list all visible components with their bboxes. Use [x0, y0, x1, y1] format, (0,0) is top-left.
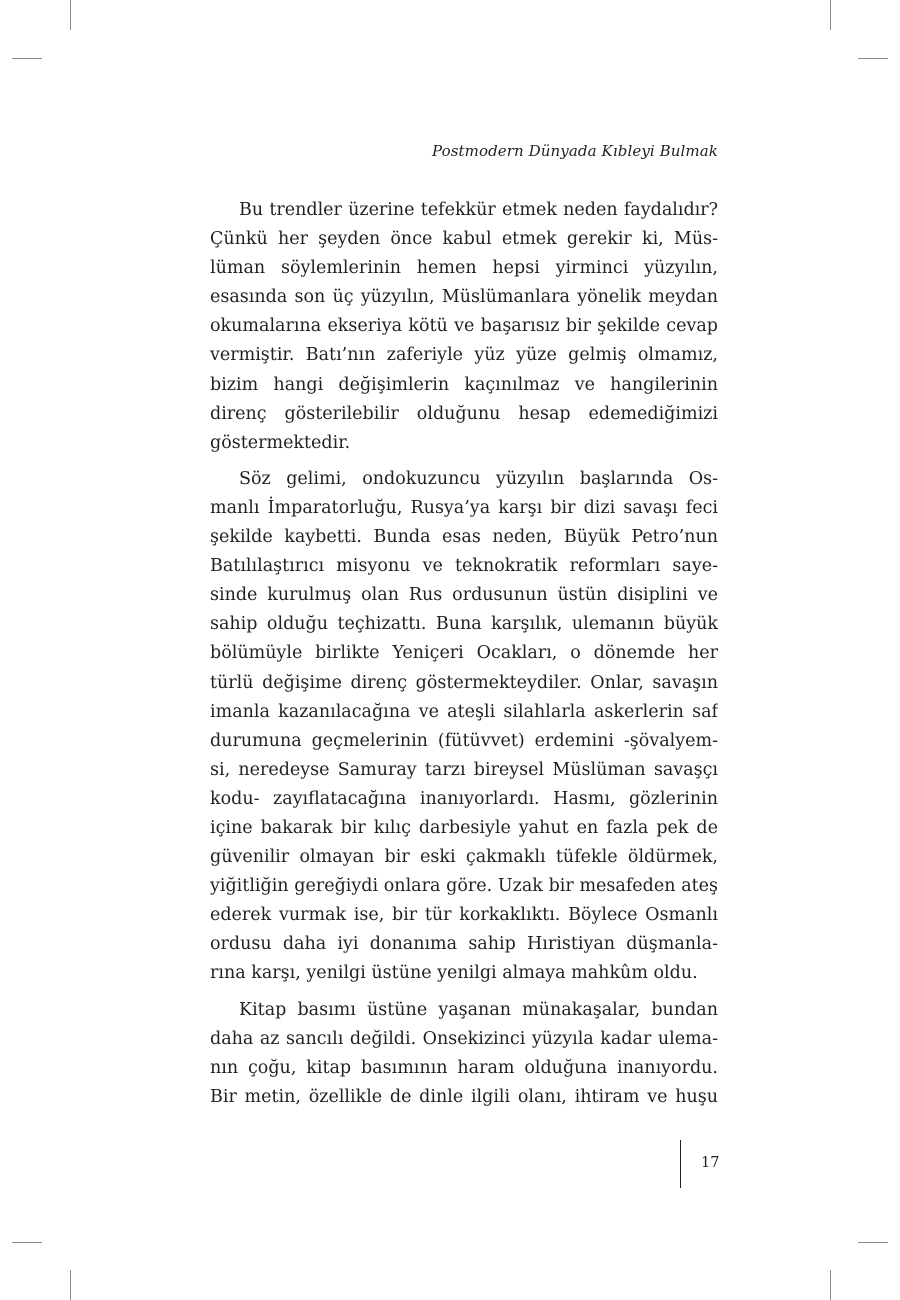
- text-line: si, neredeyse Samuray tarzı bireysel Müslüman savaşçı: [210, 759, 718, 780]
- text-line: Batılılaştırıcı misyonu ve teknokratik reformları saye-: [210, 556, 718, 577]
- folio-divider: [680, 1140, 681, 1188]
- text-line: kodu- zayıflatacağına inanıyorlardı. Hasmı, gözlerinin: [210, 788, 718, 809]
- text-line: daha az sancılı değildi. Onsekizinci yüzyıla kadar ulema-: [210, 1028, 718, 1049]
- text-line: esasında son üç yüzyılın, Müslümanlara yönelik meydan: [210, 287, 718, 308]
- text-line: sinde kurulmuş olan Rus ordusunun üstün disiplini ve: [210, 585, 718, 606]
- text-line: türlü değişime direnç göstermekteydiler. Onlar, savaşın: [210, 672, 718, 693]
- paragraph: [210, 465, 718, 989]
- text-line: Çünkü her şeyden önce kabul etmek gerekir ki, Müs-: [210, 229, 718, 250]
- paragraph: [210, 196, 718, 458]
- text-line: imanla kazanılacağına ve ateşli silahlarla askerlerin saf: [210, 701, 718, 722]
- text-line: Kitap basımı üstüne yaşanan münakaşalar, bundan: [239, 999, 718, 1020]
- text-line: manlı İmparatorluğu, Rusya’ya karşı bir dizi savaşı feci: [210, 497, 718, 518]
- text-line: Söz gelimi, ondokuzuncu yüzyılın başlarında Os-: [239, 468, 718, 489]
- text-line: şekilde kaybetti. Bunda esas neden, Büyük Petro’nun: [210, 527, 718, 548]
- text-line: yiğitliğin gereğiydi onlara göre. Uzak bir mesafeden ateş: [210, 876, 718, 897]
- paragraph: [210, 996, 718, 1112]
- crop-mark-right-upper: [858, 58, 888, 59]
- crop-mark-top-right: [830, 0, 831, 30]
- text-line: göstermektedir.: [210, 432, 351, 453]
- text-line: içine bakarak bir kılıç darbesiyle yahut en fazla pek de: [210, 817, 718, 838]
- page-number: 17: [701, 1155, 720, 1171]
- text-line: Bir metin, özellikle de dinle ilgili olanı, ihtiram ve huşu: [210, 1086, 718, 1107]
- crop-mark-top-left: [70, 0, 71, 30]
- text-line: durumuna geçmelerinin (fütüvvet) erdemini -şövalyem-: [210, 730, 718, 751]
- text-line: bölümüyle birlikte Yeniçeri Ocakları, o dönemde her: [210, 643, 718, 664]
- text-line: rına karşı, yenilgi üstüne yenilgi almaya mahkûm oldu.: [210, 963, 698, 984]
- crop-mark-left-upper: [12, 58, 42, 59]
- crop-mark-right-lower: [858, 1242, 888, 1243]
- text-line: nın çoğu, kitap basımının haram olduğuna inanıyordu.: [210, 1057, 718, 1078]
- running-head: Postmodern Dünyada Kıbleyi Bulmak: [431, 142, 718, 160]
- text-line: vermiştir. Batı’nın zaferiyle yüz yüze gelmiş olmamız,: [210, 345, 718, 366]
- text-line: direnç gösterilebilir olduğunu hesap edemediğimizi: [210, 403, 718, 424]
- crop-mark-bottom-left: [70, 1270, 71, 1300]
- text-line: bizim hangi değişimlerin kaçınılmaz ve hangilerinin: [210, 374, 718, 395]
- text-line: Bu trendler üzerine tefekkür etmek neden faydalıdır?: [239, 200, 718, 220]
- crop-mark-bottom-right: [830, 1270, 831, 1300]
- crop-mark-left-lower: [12, 1242, 42, 1243]
- text-line: okumalarına ekseriya kötü ve başarısız bir şekilde cevap: [210, 316, 718, 337]
- body-text: [210, 196, 718, 1119]
- text-line: ederek vurmak ise, bir tür korkaklıktı. Böylece Osmanlı: [210, 905, 718, 926]
- text-line: güvenilir olmayan bir eski çakmaklı tüfekle öldürmek,: [210, 847, 718, 868]
- text-line: sahip olduğu teçhizattı. Buna karşılık, ulemanın büyük: [210, 614, 718, 635]
- text-line: lüman söylemlerinin hemen hepsi yirminci yüzyılın,: [210, 258, 718, 279]
- text-line: ordusu daha iyi donanıma sahip Hıristiyan düşmanla-: [210, 934, 718, 955]
